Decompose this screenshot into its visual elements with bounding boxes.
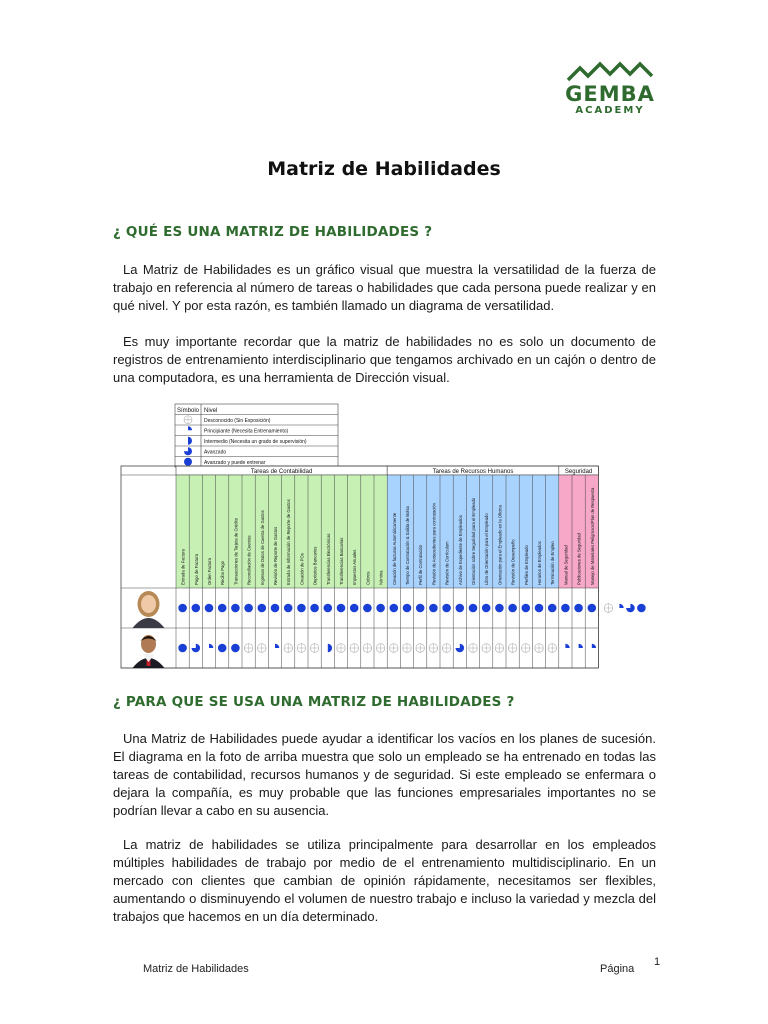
man-photo bbox=[133, 635, 165, 668]
section2-p1-text: Una Matriz de Habilidades puede ayudar a identificar los vacíos en los planes de sucesión. El diagrama en la foto de arriba muestra que solo un empleado se ha entrenado en todas las tareas de contabilidad, recursos humanos y de seguridad. Si este empleado se enfermara o dejara la compañía, es muy probable que las funciones empresariales importantes no se podrían llevar a cabo en su ausencia. bbox=[113, 731, 656, 818]
skill-level-mark bbox=[429, 644, 438, 653]
legend-row-label: Avanzado y puede entrenar bbox=[204, 460, 266, 466]
task-label: Revisión de Antecedentes para contratación bbox=[431, 503, 437, 585]
task-label: Orientación para el Empleado en la Oficina bbox=[497, 505, 503, 585]
task-label: Terminación de Empleo bbox=[550, 541, 556, 585]
skill-level-mark bbox=[429, 604, 438, 613]
task-label: Perfiles de Empleado bbox=[523, 545, 529, 585]
task-label: Nómina bbox=[378, 570, 384, 585]
skill-level-mark bbox=[258, 604, 267, 613]
task-label: Perfil de Contratación bbox=[418, 544, 424, 585]
skill-level-mark bbox=[363, 644, 372, 653]
extra-level-mark bbox=[619, 604, 623, 608]
task-label: Tiempo de Contratación & Salida de Bolsa bbox=[405, 506, 410, 585]
section1-heading: ¿ QUÉ ES UNA MATRIZ DE HABILIDADES ? bbox=[113, 224, 433, 240]
skill-level-mark bbox=[548, 644, 557, 653]
skill-level-mark bbox=[535, 604, 544, 613]
skill-level-mark bbox=[548, 604, 557, 613]
legend-header-symbol: Símbolo bbox=[177, 408, 200, 414]
legend-row-label: Intermedio (Necesita un grado de supervisión) bbox=[204, 439, 307, 445]
skill-level-mark bbox=[192, 644, 201, 653]
skill-level-mark bbox=[376, 644, 385, 653]
group-header-label: Tareas de Recursos Humanos bbox=[432, 469, 514, 475]
skill-level-mark bbox=[508, 604, 517, 613]
task-label: Manejo de Materiales Peligrosos/Plan de Respuesta bbox=[589, 487, 595, 585]
task-label: Horarios de Empleados bbox=[537, 541, 542, 585]
skill-level-mark bbox=[328, 644, 332, 653]
logo-subtitle: ACADEMY bbox=[575, 105, 645, 116]
skill-level-mark bbox=[231, 644, 240, 653]
skill-level-mark bbox=[442, 604, 451, 613]
task-label: Libro de Orientación para el Empleado bbox=[484, 513, 490, 585]
skill-level-mark bbox=[495, 604, 504, 613]
legend-row-label: Desconocido (Sin Exposición) bbox=[204, 418, 271, 424]
skill-level-mark bbox=[592, 644, 596, 648]
skill-level-mark bbox=[350, 644, 359, 653]
skill-level-mark bbox=[297, 604, 306, 613]
section2-p2-text: La matriz de habilidades se utiliza principalmente para desarrollar en los empleados múltiples habilidades de trabajo por medio de el entrenamiento multidisciplinario. En un mercado con clientes que cambian de opinión rápidamente, necesitamos ser flexibles, aumentando o disminuyendo el volumen de nuestro trabajo e incluso la variedad y mezcla del trabajos que hacemos en un día determinado. bbox=[113, 837, 656, 924]
group-header-label: Tareas de Contabilidad bbox=[250, 469, 313, 475]
skill-level-mark bbox=[495, 644, 504, 653]
section1-paragraph-1 bbox=[113, 261, 656, 315]
skill-level-mark bbox=[390, 604, 399, 613]
extra-level-mark bbox=[637, 604, 646, 613]
task-label: Creación de POs bbox=[299, 553, 305, 585]
section2-paragraph-2 bbox=[113, 836, 656, 926]
page-title: Matriz de Habilidades bbox=[267, 158, 501, 180]
task-label: Manual de Seguridad bbox=[563, 545, 569, 585]
section2-paragraph-1 bbox=[113, 730, 656, 820]
legend-symbol-level-4 bbox=[184, 458, 192, 466]
task-label: Orden Factura bbox=[207, 558, 212, 585]
skill-level-mark bbox=[244, 644, 253, 653]
group-header-label: Seguridad bbox=[564, 469, 593, 475]
skill-level-mark bbox=[522, 644, 531, 653]
legend-row-label: Avanzado bbox=[204, 449, 227, 456]
skill-level-mark bbox=[390, 644, 399, 653]
logo-word: GEMBA bbox=[565, 82, 655, 106]
task-label: Cobros bbox=[365, 571, 371, 585]
logo-mountains-icon bbox=[560, 60, 660, 84]
task-label: Revisión de Currículum bbox=[444, 541, 450, 585]
skill-level-mark bbox=[284, 644, 293, 653]
footer-page-label: Página bbox=[600, 963, 635, 975]
skill-level-mark bbox=[324, 604, 333, 613]
skill-level-mark bbox=[403, 604, 412, 613]
task-label: Archivo de Expediente de Empleados bbox=[457, 515, 463, 585]
skill-level-mark bbox=[275, 644, 279, 648]
task-label: Reconciliación de Cuentas bbox=[246, 535, 252, 585]
legend-header-level: Nivel bbox=[204, 408, 218, 414]
section1-p1-text: La Matriz de Habilidades es un gráfico visual que muestra la versatilidad de la fuerza de trabajo en referencia al número de tareas o habilidades que cada persona puede realizar y en qué nivel. Y por esta razón, es también llamado un diagrama de versatilidad. bbox=[113, 262, 656, 313]
skill-level-mark bbox=[416, 644, 425, 653]
section1-p2-text: Es muy importante recordar que la matriz de habilidades no es solo un documento de registros de entrenamiento interdisciplinario que tengamos archivado en un cajón o dentro de una computadora, es una herramienta de Dirección visual. bbox=[113, 334, 656, 385]
skill-level-mark bbox=[376, 604, 385, 613]
skill-level-mark bbox=[271, 604, 280, 613]
skill-level-mark bbox=[561, 604, 570, 613]
skill-level-mark bbox=[579, 644, 583, 648]
task-label: Ingresos de Datos de Cuenta de Gastos bbox=[259, 510, 265, 585]
legend-row-label: Principiante (Necesita Entrenamiento) bbox=[204, 428, 289, 435]
skill-level-mark bbox=[337, 604, 346, 613]
task-label: Revisión de Reporte de Gastos bbox=[273, 526, 278, 585]
task-label: Recibo Pago bbox=[220, 561, 226, 585]
skill-level-mark bbox=[192, 604, 201, 613]
skill-level-mark bbox=[218, 604, 227, 613]
woman-photo bbox=[133, 591, 165, 628]
legend-symbol-level-0 bbox=[184, 416, 192, 424]
section1-paragraph-2 bbox=[113, 333, 656, 387]
skill-level-mark bbox=[456, 644, 465, 653]
task-label: Entrada de Información de Reporte de Gastos bbox=[286, 499, 292, 585]
skill-level-mark bbox=[469, 604, 478, 613]
skill-level-mark bbox=[337, 644, 346, 653]
task-label: Orientación sobre Seguridad para el Empleado bbox=[471, 497, 476, 585]
skill-level-mark bbox=[508, 644, 517, 653]
skill-level-mark bbox=[218, 644, 227, 653]
skill-level-mark bbox=[456, 604, 465, 613]
skill-level-mark bbox=[363, 604, 372, 613]
skill-level-mark bbox=[178, 604, 187, 613]
skill-level-mark bbox=[469, 644, 478, 653]
section2-heading: ¿ PARA QUE SE USA UNA MATRIZ DE HABILIDADES ? bbox=[113, 694, 515, 710]
task-label: Revisión de Desempeño bbox=[510, 539, 516, 585]
task-label: Depósitos Bancarios bbox=[312, 546, 318, 585]
skill-level-mark bbox=[178, 644, 187, 653]
task-label: Publicaciones de Seguridad bbox=[576, 533, 582, 585]
task-label: Transferencias Electrónicas bbox=[325, 533, 331, 585]
skill-level-mark bbox=[565, 644, 569, 648]
skill-level-mark bbox=[535, 644, 544, 653]
skill-level-mark bbox=[310, 644, 319, 653]
skill-level-mark bbox=[244, 604, 253, 613]
task-label: Transferencias Bancarias bbox=[339, 537, 344, 585]
skill-level-mark bbox=[297, 644, 306, 653]
footer-title: Matriz de Habilidades bbox=[143, 963, 249, 975]
task-label: Impuestos Anuales bbox=[352, 549, 358, 585]
skill-level-mark bbox=[588, 604, 597, 613]
skill-level-mark bbox=[310, 604, 319, 613]
skill-level-mark bbox=[482, 644, 491, 653]
skill-level-mark bbox=[574, 604, 583, 613]
skills-matrix-svg bbox=[120, 403, 680, 673]
task-label: Entrada de Factura bbox=[180, 549, 186, 585]
extra-level-mark bbox=[604, 604, 613, 613]
skill-level-mark bbox=[522, 604, 531, 613]
skill-level-mark bbox=[442, 644, 451, 653]
gemba-logo bbox=[560, 60, 660, 120]
skill-level-mark bbox=[482, 604, 491, 613]
skill-level-mark bbox=[205, 604, 214, 613]
extra-level-mark bbox=[626, 604, 635, 613]
skill-level-mark bbox=[209, 644, 213, 648]
task-label: Pago de Factura bbox=[193, 554, 199, 585]
skill-level-mark bbox=[416, 604, 425, 613]
skill-level-mark bbox=[284, 604, 293, 613]
task-label: Transacciones de Tarjeta de Crédito bbox=[233, 517, 239, 585]
task-label: Creación de facturas Automáticamente bbox=[391, 512, 397, 585]
skill-level-mark bbox=[403, 644, 412, 653]
skill-level-mark bbox=[231, 604, 240, 613]
skills-matrix-figure bbox=[120, 403, 680, 673]
footer-page-number: 1 bbox=[654, 956, 661, 968]
skill-level-mark bbox=[350, 604, 359, 613]
skill-level-mark bbox=[258, 644, 267, 653]
